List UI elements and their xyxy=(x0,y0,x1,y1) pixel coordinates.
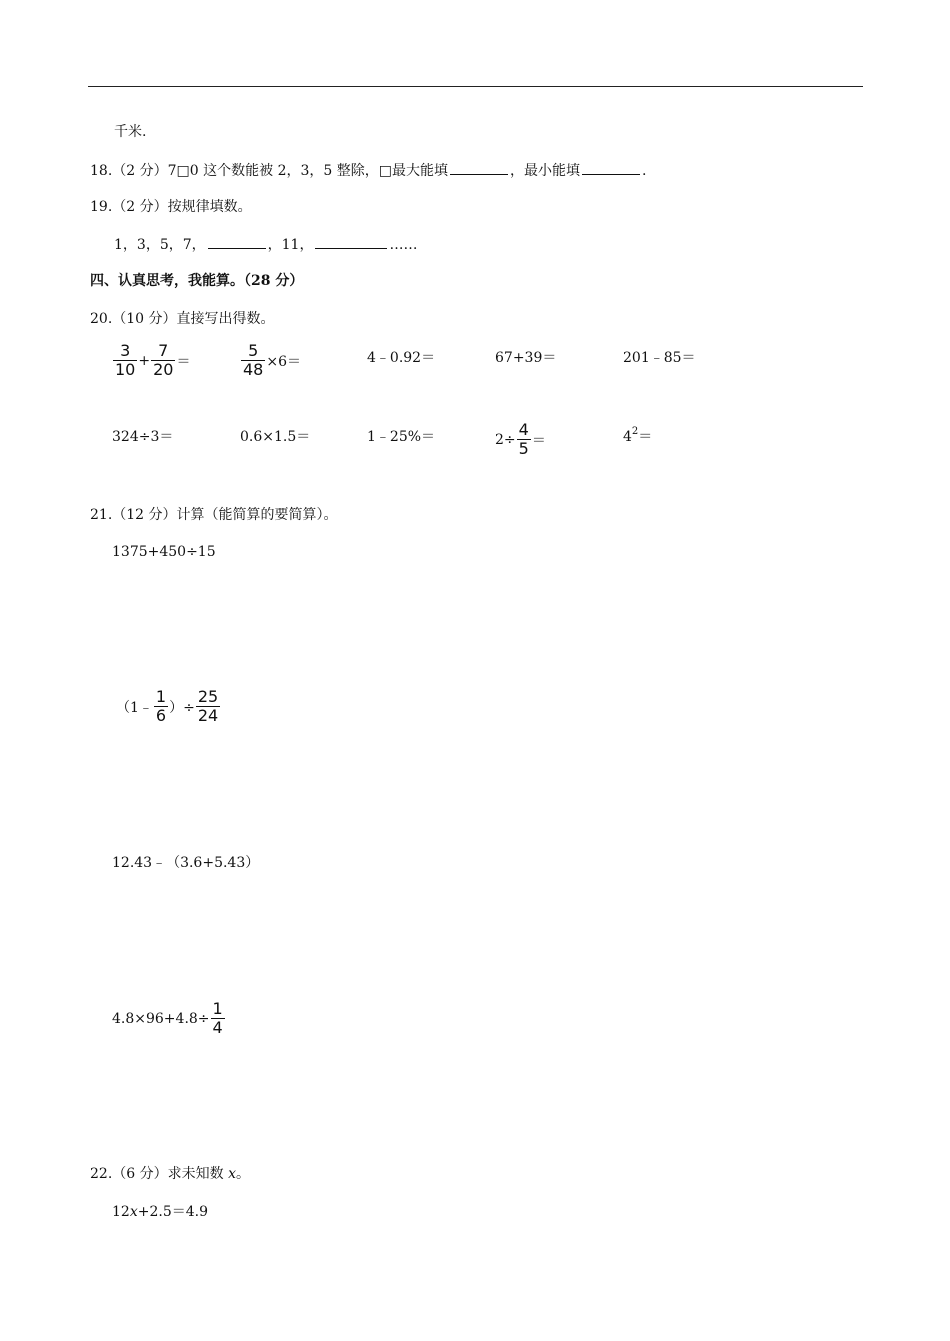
q21-label: 21.（12 分）计算（能简算的要简算）。 xyxy=(90,507,338,523)
q20-label: 20.（10 分）直接写出得数。 xyxy=(90,311,275,327)
expr-1: $\frac{3}{10}$ + $\frac{7}{20}$ ＝ xyxy=(115,341,191,379)
expr-6: 324÷3＝ xyxy=(112,429,174,445)
section-heading: 四、认真思考，我能算。（28 分） xyxy=(90,273,304,289)
answer-blank[interactable] xyxy=(208,234,266,249)
q19-label: 19.（2 分）按规律填数。 xyxy=(90,199,252,215)
q18-end: . xyxy=(641,163,647,179)
expr-2: $\frac{5}{48}$ ×6＝ xyxy=(243,341,301,379)
q18-label: 18.（2 分）7□0 这个数能被 2，3，5 整除，□最大能填 xyxy=(90,163,448,179)
expr-9: 2÷ $\frac{4}{5}$ ＝ xyxy=(495,420,546,458)
expr-8: 1﹣25%＝ xyxy=(367,429,436,445)
q19-sequence xyxy=(114,234,417,255)
expr-3: 4﹣0.92＝ xyxy=(367,350,436,366)
expr-4: 67+39＝ xyxy=(495,350,557,366)
q21-problem-2: （1﹣ $\frac{1}{6}$ ）÷ $\frac{25}{24}$ xyxy=(116,687,219,725)
q21-problem-1: 1375+450÷15 xyxy=(112,544,216,560)
seq-start: 1，3，5，7， xyxy=(114,237,206,253)
answer-blank[interactable] xyxy=(315,234,387,249)
seq-end: …… xyxy=(389,237,418,253)
expr-5: 201﹣85＝ xyxy=(623,350,696,366)
expr-7: 0.6×1.5＝ xyxy=(240,429,311,445)
q22-label: 22.（6 分）求未知数 x。 xyxy=(90,1166,250,1182)
fraction: $\frac{1}{6}$ xyxy=(155,687,167,725)
seq-mid: ，11， xyxy=(267,237,314,253)
answer-blank[interactable] xyxy=(582,160,640,175)
fraction: $\frac{3}{10}$ xyxy=(115,341,136,379)
q18-mid: ，最小能填 xyxy=(509,163,580,179)
q21-problem-4: 4.8×96+4.8÷ $\frac{1}{4}$ xyxy=(112,999,223,1037)
q22-equation: 12x+2.5＝4.9 xyxy=(112,1204,208,1220)
answer-blank[interactable] xyxy=(450,160,508,175)
q21-problem-3: 12.43﹣（3.6+5.43） xyxy=(112,855,260,871)
fraction: $\frac{7}{20}$ xyxy=(153,341,174,379)
fraction: $\frac{4}{5}$ xyxy=(518,420,529,458)
q17-tail: 千米. xyxy=(114,124,147,140)
expr-10: $4^2=$ xyxy=(623,426,653,445)
fraction: $\frac{25}{24}$ xyxy=(197,687,219,725)
fraction: $\frac{1}{4}$ xyxy=(212,999,223,1037)
header-rule xyxy=(88,86,863,87)
question-18 xyxy=(90,160,646,181)
fraction: $\frac{5}{48}$ xyxy=(243,341,264,379)
